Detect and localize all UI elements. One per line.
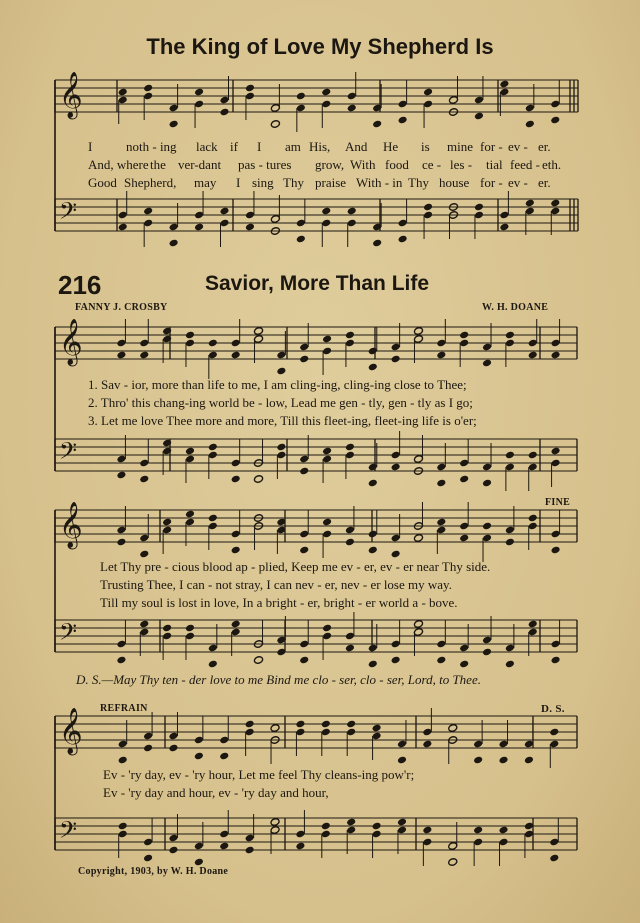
hymn2-verse-3a: 3. Let me love Thee more and more, Till this fleet-ing, fleet-ing life is o'er;: [88, 413, 477, 428]
hymn2-sys1-treble-notehead: [482, 359, 492, 368]
hymn2-sys1-treble-notehead: [345, 331, 355, 340]
hymn1-bass-notehead: [296, 235, 306, 244]
hymn1-treble-notehead: [118, 88, 128, 97]
hymn2-sys2-bass-notehead: [551, 656, 561, 665]
copyright-notice: Copyright, 1903, by W. H. Doane: [78, 866, 229, 877]
hymn2-sys3-treble-notehead: [346, 720, 356, 729]
hymn2-sys1-bass-notehead: [185, 447, 195, 456]
hymn2-sys2-bass-notehead: [162, 624, 172, 633]
hymn2-sys2-bass-notehead: [254, 656, 264, 665]
composer-credit: W. H. DOANE: [482, 302, 549, 313]
hymn2-sys2-treble-notehead: [436, 518, 446, 527]
hymn2-sys2-bass-clef: 𝄢: [59, 618, 78, 651]
hymn2-sys1-treble-notehead: [139, 351, 149, 360]
hymn2-sys3-bass-notehead: [448, 858, 458, 867]
hymn2-sys1-bass-notehead: [139, 475, 149, 484]
hymn1-treble-notehead: [423, 88, 433, 97]
hymn2-sys3-bass-notehead: [143, 854, 153, 863]
hymn1-treble-notehead: [245, 84, 255, 93]
hymn2-sys3-treble-notehead: [295, 720, 305, 729]
hymn2-sys1-treble-notehead: [208, 339, 218, 348]
hymn2-sys2-treble-notehead: [551, 546, 561, 555]
hymn1-bass-notehead: [194, 223, 204, 232]
hymn2-sys3-treble-notehead: [118, 756, 128, 765]
hymn-title-1: The King of Love My Shepherd Is: [146, 34, 494, 59]
hymn1-bass-notehead: [525, 199, 535, 208]
hymn2-sys1-treble-notehead: [231, 351, 241, 360]
hymn2-sys1-bass-notehead: [459, 475, 469, 484]
hymn2-sys3-treble-notehead: [524, 756, 534, 765]
hymn1-bass-notehead: [118, 223, 128, 232]
hymn2-sys3-treble-notehead: [194, 752, 204, 761]
refrain-line-1: Ev - 'ry day, ev - 'ry hour, Let me feel Thy cleans-ing pow'r;: [103, 767, 415, 782]
hymn2-sys2-treble-notehead: [368, 546, 378, 555]
hymn2-sys3-bass-notehead: [473, 826, 483, 835]
hymn2-sys3-bass-notehead: [372, 822, 382, 831]
hymn2-sys1-treble-notehead: [254, 327, 264, 336]
hymn2-sys2-treble-notehead: [231, 546, 241, 555]
hymn2-sys1-treble-notehead: [322, 335, 332, 344]
hymn2-sys2-treble-notehead: [413, 534, 423, 543]
hymn2-sys3-bass-notehead: [321, 822, 331, 831]
hymn2-sys3-bass-notehead: [295, 842, 305, 851]
refrain-label: REFRAIN: [100, 703, 148, 714]
hymn2-verse-1b: Let Thy pre - cious blood ap - plied, Keep me ev - er, ev - er near Thy side.: [100, 559, 491, 574]
hymn1-treble-notehead: [296, 92, 306, 101]
hymn2-sys1-treble-notehead: [528, 351, 538, 360]
hymn2-sys2-treble-notehead: [459, 534, 469, 543]
hymn2-sys3-bass-notehead: [118, 822, 128, 831]
hymn2-sys3-treble-notehead: [143, 744, 153, 753]
hymn2-sys3-bass-clef: 𝄢: [59, 816, 78, 849]
hymn1-bass-notehead: [499, 223, 509, 232]
hymn1-treble-notehead: [398, 116, 408, 125]
hymn2-sys3-treble-notehead: [549, 728, 559, 737]
hymn2-sys2-treble-notehead: [299, 546, 309, 555]
hymn1-treble-notehead: [372, 120, 382, 129]
hymn2-sys2-bass-notehead: [185, 624, 195, 633]
hymn1-bass-notehead: [169, 239, 179, 248]
hymn2-sys1-bass-notehead: [505, 451, 515, 460]
hymn2-sys3-treble-notehead: [499, 756, 509, 765]
hymn2-sys3-treble-notehead: [219, 752, 229, 761]
dal-segno-line: D. S.—May Thy ten - der love to me Bind me clo - ser, clo - ser, Lord, to Thee.: [76, 672, 481, 687]
hymn2-verse-3b: Till my soul is lost in love, In a bright - er, bright - er world a - bove.: [100, 595, 458, 610]
hymn2-sys1-treble-notehead: [368, 363, 378, 372]
hymn2-sys2-treble-notehead: [116, 538, 126, 547]
hymn2-sys1-bass-clef: 𝄢: [59, 437, 78, 470]
hymn2-sys2-bass-notehead: [231, 620, 241, 629]
hymn2-sys3-bass-notehead: [219, 842, 229, 851]
fine-mark: FINE: [545, 497, 571, 508]
hymn2-sys1-treble-notehead: [276, 367, 286, 376]
hymn2-sys2-treble-notehead: [208, 514, 218, 523]
hymn2-sys3-bass-notehead: [499, 826, 509, 835]
hymn2-sys1-treble-notehead: [185, 331, 195, 340]
hymn2-sys2-bass-notehead: [208, 660, 218, 669]
hymn2-sys2-treble-notehead: [482, 522, 492, 531]
hymn2-verse-1a: 1. Sav - ior, more than life to me, I am cling-ing, cling-ing close to Thee;: [88, 377, 467, 392]
hymn2-verse-2b: Trusting Thee, I can - not stray, I can nev - er, nev - er lose my way.: [100, 577, 452, 592]
hymn-title-2: Savior, More Than Life: [205, 272, 430, 295]
hymn2-sys3-treble-notehead: [245, 720, 255, 729]
ds-mark: D. S.: [541, 703, 565, 715]
hymn2-sys2-bass-notehead: [139, 620, 149, 629]
hymnal-page: 𝄞 𝄢 𝄞 𝄢 𝄞 𝄢 𝄞 𝄢 The King of Love My Shepherd Is I noth - ing lack if I am His, And He is mine for - ev - er. And, where the ver-dant pas - tures grow, With food ce - les - tial feed - eth. Good Shepherd, may I sing Thy praise With - in Thy house for - ev - er. 216 Savior, More Than Life FANNY J. CROSBY W. H. DOANE 1. Sav - ior, more than life to me, I am cling-ing, cling-ing close to Thee; 2. Thro' this chang-ing world be - low, Lead me gen - tly, gen - tly as I go; 3. Let me love Thee more and more, Till this fleet-ing, fleet-ing life is o'er; FINE Let Thy pre - cious blood ap - plied, Keep me ev - er, ev - er near Thy side. Trusting Thee, I can - not stray, I can nev - er, nev - er lose my way. Till my soul is lost in love, In a bright - er, bright - er world a - bove. D. S.—May Thy ten - der love to me Bind me clo - ser, clo - ser, Lord, to Thee. REFRAIN D. S. Ev - 'ry day, ev - 'ry hour, Let me feel Thy cleans-ing pow'r; Ev - 'ry day and hour, ev - 'ry day and hour, Copyright, 1903, by W. H. Doane: [0, 0, 640, 923]
hymn2-sys1-bass-notehead: [254, 475, 264, 484]
hymn2-sys2-bass-notehead: [368, 660, 378, 669]
hymn2-sys3-treble-notehead: [168, 744, 178, 753]
hymn2-sys3-treble-notehead: [372, 724, 382, 733]
hymn2-sys2-bass-notehead: [505, 660, 515, 669]
hymn2-sys2-treble-notehead: [185, 510, 195, 519]
hymn1-treble-notehead: [169, 120, 179, 129]
hymn2-sys2-treble-notehead: [528, 514, 538, 523]
hymn2-sys2-treble-notehead: [345, 538, 355, 547]
hymn2-sys2-bass-notehead: [528, 620, 538, 629]
hymn2-sys2-bass-notehead: [482, 648, 492, 657]
hymn2-sys3-bass-notehead: [422, 826, 432, 835]
hymn2-sys1-bass-notehead: [299, 467, 309, 476]
hymn1-bass-notehead: [321, 207, 331, 216]
lyricist-credit: FANNY J. CROSBY: [75, 302, 168, 313]
hymn2-sys1-bass-notehead: [551, 447, 561, 456]
hymn2-sys3-bass-notehead: [270, 818, 280, 827]
hymn2-sys1-treble-notehead: [436, 351, 446, 360]
hymn2-sys1-treble-notehead: [299, 355, 309, 364]
hymn2-sys1-bass-notehead: [528, 451, 538, 460]
hymn2-sys3-treble-notehead: [473, 756, 483, 765]
hymn1-bass-notehead: [372, 239, 382, 248]
hymn2-sys1-treble-clef: 𝄞: [59, 319, 83, 365]
hymn2-sys3-treble-clef: 𝄞: [59, 708, 83, 754]
hymn2-sys2-treble-clef: 𝄞: [59, 502, 83, 548]
hymn2-sys2-bass-notehead: [459, 660, 469, 669]
hymn2-sys1-bass-notehead: [276, 443, 286, 452]
hymn2-sys3-treble-notehead: [448, 724, 458, 733]
hymn2-sys1-bass-notehead: [368, 479, 378, 488]
hymn1-treble-notehead: [474, 112, 484, 121]
hymn2-sys2-treble-notehead: [162, 518, 172, 527]
hymn1-treble-notehead: [270, 120, 280, 129]
hymn2-sys1-bass-notehead: [231, 475, 241, 484]
hymn2-sys2-bass-notehead: [436, 656, 446, 665]
hymn1-bass-notehead: [423, 203, 433, 212]
hymn1-treble-notehead: [525, 120, 535, 129]
hymn2-sys2-bass-notehead: [413, 620, 423, 629]
hymn2-sys3-treble-notehead: [321, 720, 331, 729]
hymn2-sys2-treble-notehead: [322, 518, 332, 527]
hymn2-sys2-bass-notehead: [345, 644, 355, 653]
hymn1-bass-notehead: [143, 207, 153, 216]
hymn1-treble-notehead: [143, 84, 153, 93]
hymn1-treble-notehead: [219, 108, 229, 117]
refrain-line-2: Ev - 'ry day and hour, ev - 'ry day and hour,: [103, 785, 329, 800]
hymn1-treble-notehead: [321, 88, 331, 97]
hymn2-sys3-bass-notehead: [168, 846, 178, 855]
hymn1-bass-notehead: [347, 207, 357, 216]
hymn-number: 216: [58, 270, 102, 300]
hymn2-sys1-bass-notehead: [436, 479, 446, 488]
hymn2-sys2-bass-notehead: [391, 656, 401, 665]
hymn2-sys1-bass-notehead: [322, 447, 332, 456]
hymn2-sys1-treble-notehead: [413, 327, 423, 336]
hymn2-sys3-bass-notehead: [549, 854, 559, 863]
hymn2-sys1-treble-notehead: [505, 331, 515, 340]
hymn1-treble-notehead: [347, 104, 357, 113]
hymn1-bass-clef: 𝄢: [59, 197, 78, 230]
hymn2-sys3-bass-notehead: [245, 846, 255, 855]
hymn2-sys1-treble-notehead: [391, 355, 401, 364]
hymn1-bass-notehead: [398, 235, 408, 244]
hymn1-treble-notehead: [194, 88, 204, 97]
hymn1-treble-notehead: [550, 116, 560, 125]
hymn2-sys2-treble-notehead: [505, 538, 515, 547]
hymn1-treble-clef: 𝄞: [59, 72, 83, 118]
hymn2-sys3-bass-notehead: [346, 818, 356, 827]
hymn2-sys1-treble-notehead: [116, 351, 126, 360]
hymn1-bass-notehead: [245, 223, 255, 232]
hymn2-sys2-bass-notehead: [322, 624, 332, 633]
hymn2-sys2-bass-notehead: [116, 656, 126, 665]
hymn2-sys1-bass-notehead: [482, 479, 492, 488]
hymn2-sys1-bass-notehead: [391, 463, 401, 472]
hymn2-sys1-bass-notehead: [116, 471, 126, 480]
hymn2-sys2-bass-notehead: [299, 656, 309, 665]
hymn2-sys3-bass-notehead: [397, 818, 407, 827]
hymn2-verse-2a: 2. Thro' this chang-ing world be - low, Lead me gen - tly, gen - tly as I go;: [88, 395, 473, 410]
hymn1-treble-notehead: [499, 80, 509, 89]
hymn2-sys1-treble-notehead: [459, 331, 469, 340]
hymn2-sys3-treble-notehead: [270, 724, 280, 733]
hymn2-sys1-bass-notehead: [208, 443, 218, 452]
hymn2-sys1-bass-notehead: [345, 443, 355, 452]
hymn1-bass-notehead: [474, 203, 484, 212]
hymn2-sys1-treble-notehead: [551, 351, 561, 360]
hymn2-sys3-treble-notehead: [422, 740, 432, 749]
hymn1-bass-notehead: [219, 207, 229, 216]
hymn1-bass-notehead: [550, 199, 560, 208]
hymn2-sys3-treble-notehead: [397, 756, 407, 765]
